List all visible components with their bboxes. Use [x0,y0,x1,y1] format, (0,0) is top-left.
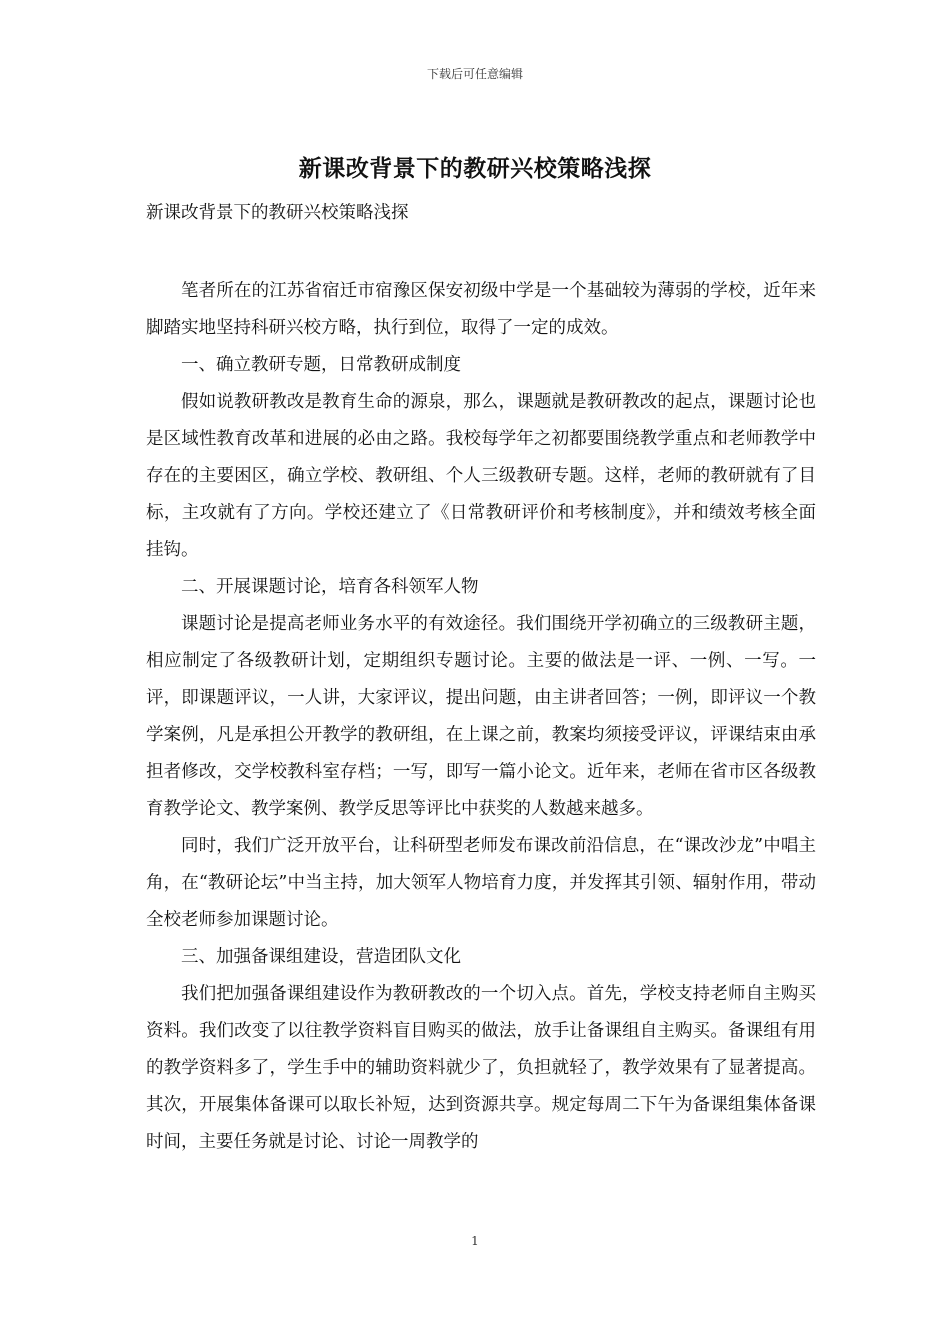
intro-paragraph: 笔者所在的江苏省宿迁市宿豫区保安初级中学是一个基础较为薄弱的学校，近年来脚踏实地坚持科研兴校方略，执行到位，取得了一定的成效。 [146,281,816,338]
page-number: 1 [471,1234,479,1248]
body-paragraph: 同时，我们广泛开放平台，让科研型老师发布课改前沿信息，在“课改沙龙”中唱主角，在“教研论坛”中当主持，加大领军人物培育力度，并发挥其引领、辐射作用，带动全校老师参加课题讨论。 [146,836,816,930]
section-heading-3: 三、加强备课组建设，营造团队文化 [181,947,461,967]
body-paragraph: 假如说教研教改是教育生命的源泉，那么，课题就是教研教改的起点，课题讨论也是区域性教育改革和进展的必由之路。我校每学年之初都要围绕教学重点和老师教学中存在的主要困区，确立学校、教研组、个人三级教研专题。这样，老师的教研就有了目标，主攻就有了方向。学校还建立了《日常教研评价和考核制度》，并和绩效考核全面挂钩。 [146,392,816,560]
section-heading-2: 二、开展课题讨论，培育各科领军人物 [181,577,479,597]
body-paragraph: 课题讨论是提高老师业务水平的有效途径。我们围绕开学初确立的三级教研主题，相应制定了各级教研计划，定期组织专题讨论。主要的做法是一评、一例、一写。一评，即课题评议，一人讲，大家评议，提出问题，由主讲者回答；一例，即评议一个教学案例，凡是承担公开教学的教研组，在上课之前，教案均须接受评议，评课结束由承担者修改，交学校教科室存档；一写，即写一篇小论文。近年来，老师在省市区各级教育教学论文、教学案例、教学反思等评比中获奖的人数越来越多。 [146,614,816,819]
document-title: 新课改背景下的教研兴校策略浅探 [298,155,652,182]
page-header: 下载后可任意编辑 [426,67,523,81]
body-paragraph: 我们把加强备课组建设作为教研教改的一个切入点。首先，学校支持老师自主购买资料。我们改变了以往教学资料盲目购买的做法，放手让备课组自主购买。备课组有用的教学资料多了，学生手中的辅助资料就少了，负担就轻了，教学效果有了显著提高。其次，开展集体备课可以取长补短，达到资源共享。规定每周二下午为备课组集体备课时间，主要任务就是讨论、讨论一周教学的 [146,984,816,1152]
document-subtitle: 新课改背景下的教研兴校策略浅探 [146,203,409,223]
document-body [146,273,816,1161]
section-heading-1: 一、确立教研专题，日常教研成制度 [181,355,461,375]
